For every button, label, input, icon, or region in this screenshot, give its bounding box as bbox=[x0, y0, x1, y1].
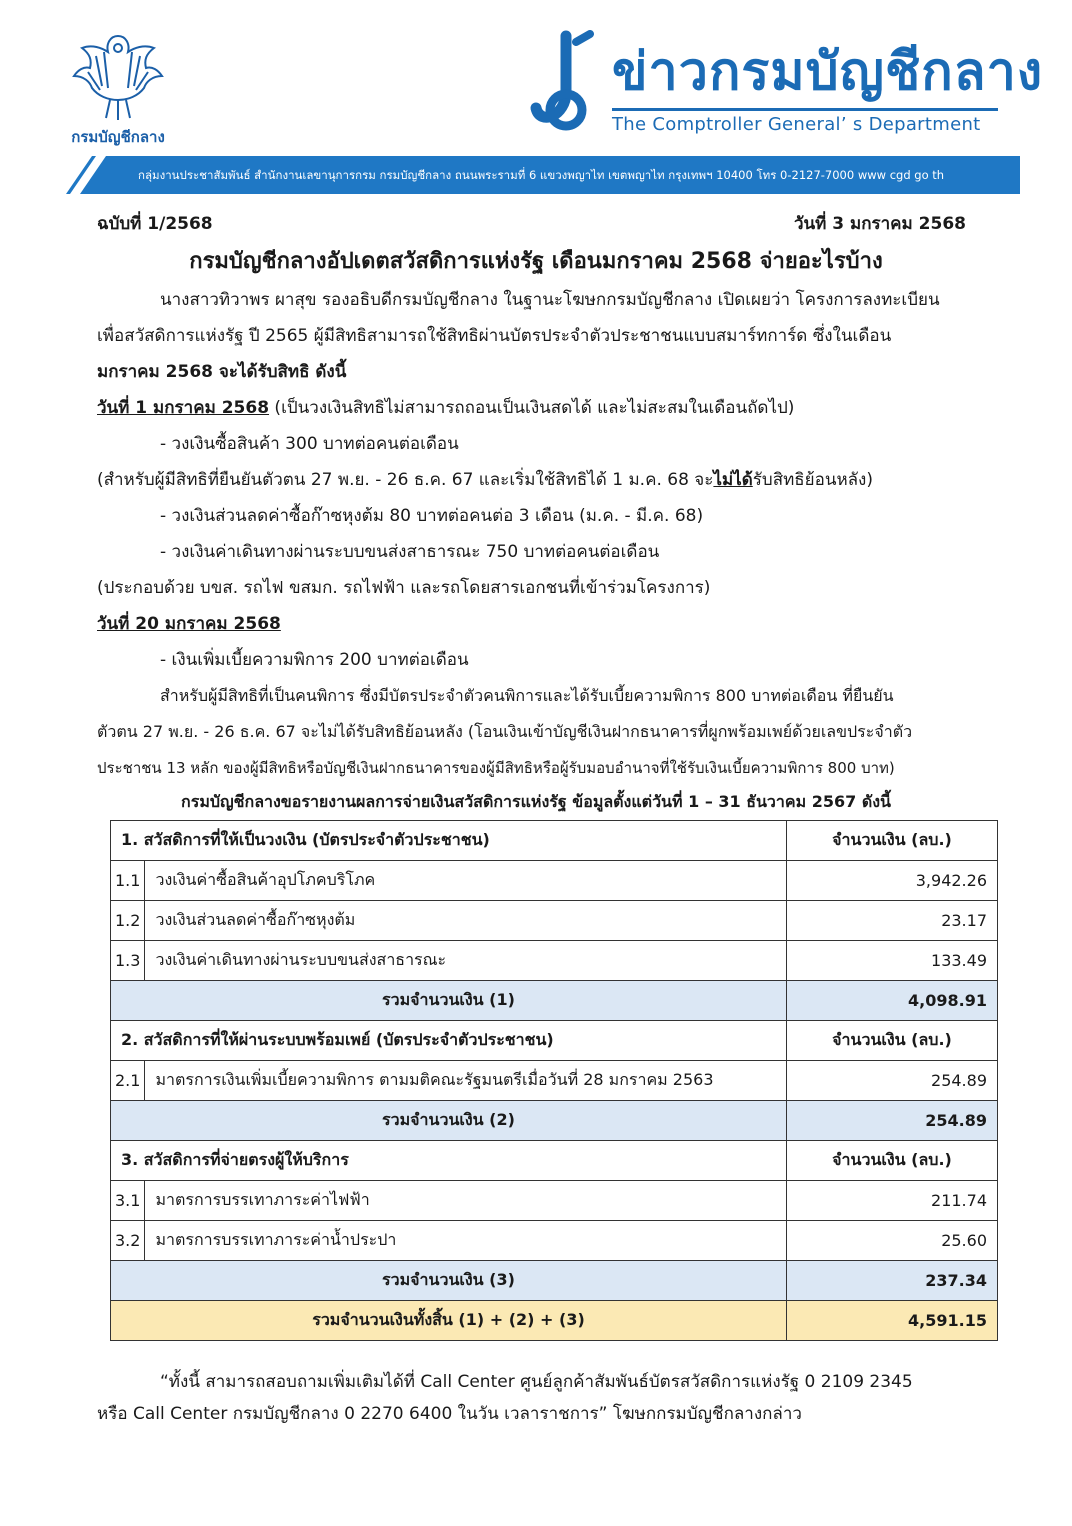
day1-item-1: - วงเงินซื้อสินค้า 300 บาทต่อคนต่อเดือน bbox=[160, 434, 459, 454]
day20-paragraph-1: สำหรับผู้มีสิทธิที่เป็นคนพิการ ซึ่งมีบัตรประจำตัวคนพิการและได้รับเบี้ยความพิการ 800 บาทต่อเดือน ที่ยืนยัน bbox=[160, 686, 894, 705]
day1-note-3: (ประกอบด้วย บขส. รถไฟ ขสมก. รถไฟฟ้า และรถโดยสารเอกชนที่เข้าร่วมโครงการ) bbox=[97, 578, 711, 598]
row-label: วงเงินส่วนลดค่าซื้อก๊าซหุงต้ม bbox=[145, 901, 787, 941]
day1-note: (เป็นวงเงินสิทธิไม่สามารถถอนเป็นเงินสดได้ และไม่สะสมในเดือนถัดไป) bbox=[269, 398, 795, 418]
section-title: 2. สวัสดิการที่ให้ผ่านระบบพร้อมเพย์ (บัตรประจำตัวประชาชน) bbox=[111, 1021, 787, 1061]
grand-total-row bbox=[111, 1301, 998, 1341]
day1-note-2 bbox=[97, 468, 873, 492]
amount-header: จำนวนเงิน (ลบ.) bbox=[787, 1141, 998, 1181]
row-label: มาตรการบรรเทาภาระค่าน้ำประปา bbox=[145, 1221, 787, 1261]
row-amount: 3,942.26 bbox=[787, 861, 998, 901]
row-label: วงเงินค่าเดินทางผ่านระบบขนส่งสาธารณะ bbox=[145, 941, 787, 981]
row-label: วงเงินค่าซื้อสินค้าอุปโภคบริโภค bbox=[145, 861, 787, 901]
logo-text: กรมบัญชีกลาง bbox=[71, 128, 165, 146]
day1-note-2-c: รับสิทธิย้อนหลัง) bbox=[752, 470, 873, 490]
subtotal-label: รวมจำนวนเงิน (3) bbox=[111, 1261, 787, 1301]
brand-english-name: The Comptroller General’ s Department bbox=[612, 114, 981, 135]
subtotal-row bbox=[111, 981, 998, 1021]
contact-banner-text: กลุ่มงานประชาสัมพันธ์ สำนักงานเลขานุการกรม กรมบัญชีกลาง ถนนพระรามที่ 6 แขวงพญาไท เขตพญาไท กรุงเทพฯ 10400 โทร 0-2127-7000 www cgd go th bbox=[138, 168, 945, 182]
subtotal-label: รวมจำนวนเงิน (1) bbox=[111, 981, 787, 1021]
subtotal-amount: 254.89 bbox=[787, 1101, 998, 1141]
issue-number: ฉบับที่ 1/2568 bbox=[97, 214, 213, 234]
page-title: กรมบัญชีกลางอัปเดตสวัสดิการแห่งรัฐ เดือนมกราคม 2568 จ่ายอะไรบ้าง bbox=[189, 249, 883, 274]
section-header-row bbox=[111, 821, 998, 861]
brand-divider bbox=[612, 108, 998, 111]
row-number: 2.1 bbox=[111, 1061, 145, 1101]
day20-paragraph-3: ประชาชน 13 หลัก ของผู้มีสิทธิหรือบัญชีเงินฝากธนาคารของผู้มีสิทธิหรือผู้รับมอบอำนาจที่ใช้รับเงินเบี้ยความพิการ 800 บาท) bbox=[97, 759, 895, 777]
subtotal-amount: 4,098.91 bbox=[787, 981, 998, 1021]
row-number: 3.2 bbox=[111, 1221, 145, 1261]
brand-header bbox=[526, 26, 1044, 144]
table-row bbox=[111, 1061, 998, 1101]
day1-note-2-emphasis: ไม่ได้ bbox=[713, 470, 753, 490]
intro-line-1: นางสาวทิวาพร ผาสุข รองอธิบดีกรมบัญชีกลาง ในฐานะโฆษกกรมบัญชีกลาง เปิดเผยว่า โครงการลงทะเบียน bbox=[160, 290, 940, 310]
subtotal-label: รวมจำนวนเงิน (2) bbox=[111, 1101, 787, 1141]
section-title: 3. สวัสดิการที่จ่ายตรงผู้ให้บริการ bbox=[111, 1141, 787, 1181]
table-row bbox=[111, 941, 998, 981]
closing-line-1: “ทั้งนี้ สามารถสอบถามเพิ่มเติมได้ที่ Call Center ศูนย์ลูกค้าสัมพันธ์บัตรสวัสดิการแห่งรัฐ 0 2109 2345 bbox=[160, 1372, 913, 1392]
row-label: มาตรการเงินเพิ่มเบี้ยความพิการ ตามมติคณะรัฐมนตรีเมื่อวันที่ 28 มกราคม 2563 bbox=[145, 1061, 787, 1101]
day1-heading: วันที่ 1 มกราคม 2568 bbox=[97, 398, 270, 418]
row-amount: 23.17 bbox=[787, 901, 998, 941]
day1-note-2-a: (สำหรับผู้มีสิทธิที่ยืนยันตัวตน 27 พ.ย. - 26 ธ.ค. 67 และเริ่มใช้สิทธิได้ 1 ม.ค. 68 จะ bbox=[97, 470, 714, 490]
row-amount: 133.49 bbox=[787, 941, 998, 981]
intro-line-2: เพื่อสวัสดิการแห่งรัฐ ปี 2565 ผู้มีสิทธิสามารถใช้สิทธิผ่านบัตรประจำตัวประชาชนแบบสมาร์ทการ์ด ซึ่งในเดือน bbox=[97, 326, 892, 346]
subtotal-row bbox=[111, 1261, 998, 1301]
section-title: 1. สวัสดิการที่ให้เป็นวงเงิน (บัตรประจำตัวประชาชน) bbox=[111, 821, 787, 861]
amount-header: จำนวนเงิน (ลบ.) bbox=[787, 821, 998, 861]
closing-line-2: หรือ Call Center กรมบัญชีกลาง 0 2270 6400 ในวัน เวลาราชการ” โฆษกกรมบัญชีกลางกล่าว bbox=[97, 1404, 802, 1424]
brand-thai-name: ข่าวกรมบัญชีกลาง bbox=[612, 42, 1044, 102]
welfare-payment-table bbox=[110, 820, 998, 1341]
row-amount: 254.89 bbox=[787, 1061, 998, 1101]
day20-item-1: - เงินเพิ่มเบี้ยความพิการ 200 บาทต่อเดือน bbox=[160, 650, 469, 670]
row-amount: 25.60 bbox=[787, 1221, 998, 1261]
subtotal-amount: 237.34 bbox=[787, 1261, 998, 1301]
row-number: 1.2 bbox=[111, 901, 145, 941]
brand-hook-icon bbox=[526, 30, 610, 138]
day1-line bbox=[97, 396, 794, 420]
section-header-row bbox=[111, 1021, 998, 1061]
row-number: 1.3 bbox=[111, 941, 145, 981]
subtotal-row bbox=[111, 1101, 998, 1141]
day20-heading: วันที่ 20 มกราคม 2568 bbox=[97, 614, 281, 634]
row-label: มาตรการบรรเทาภาระค่าไฟฟ้า bbox=[145, 1181, 787, 1221]
table-row bbox=[111, 861, 998, 901]
intro-line-3: มกราคม 2568 จะได้รับสิทธิ ดังนี้ bbox=[97, 362, 347, 382]
amount-header: จำนวนเงิน (ลบ.) bbox=[787, 1021, 998, 1061]
issue-date: วันที่ 3 มกราคม 2568 bbox=[793, 214, 966, 234]
table-row bbox=[111, 1181, 998, 1221]
row-number: 1.1 bbox=[111, 861, 145, 901]
banner-stripe-icon bbox=[52, 156, 122, 194]
day1-item-2: - วงเงินส่วนลดค่าซื้อก๊าซหุงต้ม 80 บาทต่อคนต่อ 3 เดือน (ม.ค. - มี.ค. 68) bbox=[160, 506, 704, 526]
grand-total-label: รวมจำนวนเงินทั้งสิ้น (1) + (2) + (3) bbox=[111, 1301, 787, 1341]
row-number: 3.1 bbox=[111, 1181, 145, 1221]
garuda-logo-icon bbox=[62, 26, 174, 150]
table-row bbox=[111, 1221, 998, 1261]
section-header-row bbox=[111, 1141, 998, 1181]
report-heading: กรมบัญชีกลางขอรายงานผลการจ่ายเงินสวัสดิการแห่งรัฐ ข้อมูลตั้งแต่วันที่ 1 – 31 ธันวาคม 2567 ดังนี้ bbox=[181, 792, 891, 811]
table-row bbox=[111, 901, 998, 941]
day1-item-3: - วงเงินค่าเดินทางผ่านระบบขนส่งสาธารณะ 750 บาทต่อคนต่อเดือน bbox=[160, 542, 660, 562]
grand-total-amount: 4,591.15 bbox=[787, 1301, 998, 1341]
day20-paragraph-2: ตัวตน 27 พ.ย. - 26 ธ.ค. 67 จะไม่ได้รับสิทธิย้อนหลัง (โอนเงินเข้าบัญชีเงินฝากธนาคารที่ผูกพร้อมเพย์ด้วยเลขประจำตัว bbox=[97, 722, 913, 741]
row-amount: 211.74 bbox=[787, 1181, 998, 1221]
